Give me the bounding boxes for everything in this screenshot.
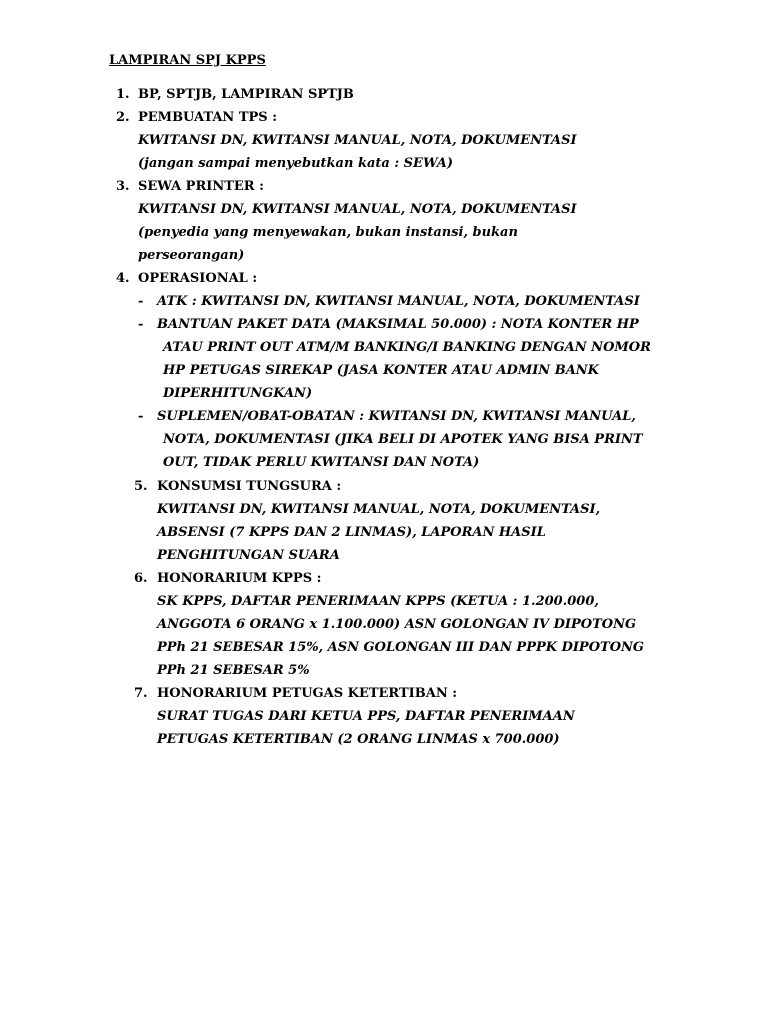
item-3-line: (penyedia yang menyewakan, bukan instansi, bukan — [138, 225, 518, 240]
subitem-line: SUPLEMEN/OBAT-OBATAN : KWITANSI DN, KWITANSI MANUAL, — [157, 409, 636, 424]
subitem-bullet: - — [138, 409, 144, 424]
item-6-line: PPh 21 SEBESAR 5% — [157, 663, 310, 678]
subitem-line: NOTA, DOKUMENTASI (JIKA BELI DI APOTEK YANG BISA PRINT — [163, 432, 643, 447]
item-6-line: SK KPPS, DAFTAR PENERIMAAN KPPS (KETUA : 1.200.000, — [157, 594, 599, 609]
subitem-line: ATAU PRINT OUT ATM/M BANKING/I BANKING DENGAN NOMOR — [163, 340, 651, 355]
item-1-number: 1. — [116, 87, 130, 102]
item-6-heading: HONORARIUM KPPS : — [157, 571, 322, 586]
subitem-bullet: - — [138, 294, 144, 309]
item-5-line: KWITANSI DN, KWITANSI MANUAL, NOTA, DOKUMENTASI, — [157, 502, 601, 517]
item-4-number: 4. — [116, 271, 130, 286]
item-7-heading: HONORARIUM PETUGAS KETERTIBAN : — [157, 686, 458, 701]
item-6-number: 6. — [134, 571, 148, 586]
item-7-line: PETUGAS KETERTIBAN (2 ORANG LINMAS x 700.000) — [157, 732, 560, 747]
subitem-line: HP PETUGAS SIREKAP (JASA KONTER ATAU ADMIN BANK — [163, 363, 599, 378]
subitem-line: ATK : KWITANSI DN, KWITANSI MANUAL, NOTA, DOKUMENTASI — [157, 294, 640, 309]
subitem-line: BANTUAN PAKET DATA (MAKSIMAL 50.000) : NOTA KONTER HP — [157, 317, 639, 332]
item-5-line: ABSENSI (7 KPPS DAN 2 LINMAS), LAPORAN HASIL — [157, 525, 546, 540]
item-3-heading: SEWA PRINTER : — [138, 179, 264, 194]
item-4-heading: OPERASIONAL : — [138, 271, 258, 286]
item-7-line: SURAT TUGAS DARI KETUA PPS, DAFTAR PENERIMAAN — [157, 709, 575, 724]
item-6-line: ANGGOTA 6 ORANG x 1.100.000) ASN GOLONGAN IV DIPOTONG — [157, 617, 637, 632]
document-title: LAMPIRAN SPJ KPPS — [109, 53, 266, 68]
item-3-line: KWITANSI DN, KWITANSI MANUAL, NOTA, DOKUMENTASI — [138, 202, 577, 217]
item-2-line: KWITANSI DN, KWITANSI MANUAL, NOTA, DOKUMENTASI — [138, 133, 577, 148]
item-2-line: (jangan sampai menyebutkan kata : SEWA) — [138, 156, 453, 171]
subitem-line: DIPERHITUNGKAN) — [163, 386, 313, 401]
item-5-heading: KONSUMSI TUNGSURA : — [157, 479, 342, 494]
item-2-heading: PEMBUATAN TPS : — [138, 110, 277, 125]
item-3-number: 3. — [116, 179, 130, 194]
item-2-number: 2. — [116, 110, 130, 125]
item-5-number: 5. — [134, 479, 148, 494]
subitem-bullet: - — [138, 317, 144, 332]
item-1-heading: BP, SPTJB, LAMPIRAN SPTJB — [138, 87, 354, 102]
item-7-number: 7. — [134, 686, 148, 701]
item-5-line: PENGHITUNGAN SUARA — [157, 548, 340, 563]
item-6-line: PPh 21 SEBESAR 15%, ASN GOLONGAN III DAN PPPK DIPOTONG — [157, 640, 645, 655]
subitem-line: OUT, TIDAK PERLU KWITANSI DAN NOTA) — [163, 455, 480, 470]
item-3-line: perseorangan) — [138, 248, 245, 263]
